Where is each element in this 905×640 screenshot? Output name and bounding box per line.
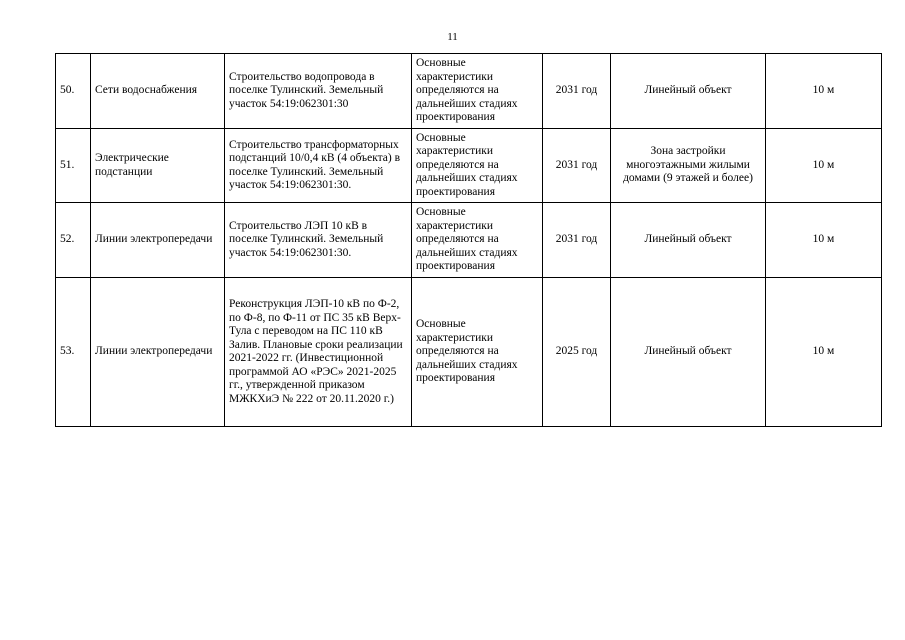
object-characteristics: Основные характеристики определяются на дальнейших стадиях проектирования — [412, 54, 543, 129]
object-description: Строительство водопровода в поселке Тулинский. Земельный участок 54:19:062301:30 — [225, 54, 412, 129]
object-zone: Линейный объект — [611, 54, 766, 129]
object-description: Строительство ЛЭП 10 кВ в поселке Тулинский. Земельный участок 54:19:062301:30. — [225, 203, 412, 278]
page-number: 11 — [447, 31, 458, 43]
table-row — [56, 54, 882, 129]
object-distance: 10 м — [766, 278, 882, 427]
row-number: 51. — [56, 129, 91, 203]
table-row — [56, 278, 882, 427]
object-name: Линии электропередачи — [91, 203, 225, 278]
row-number: 52. — [56, 203, 91, 278]
object-characteristics: Основные характеристики определяются на дальнейших стадиях проектирования — [412, 129, 543, 203]
object-name: Линии электропередачи — [91, 278, 225, 427]
table-row — [56, 203, 882, 278]
object-distance: 10 м — [766, 54, 882, 129]
object-distance: 10 м — [766, 129, 882, 203]
object-year: 2031 год — [543, 54, 611, 129]
object-year: 2025 год — [543, 278, 611, 427]
object-characteristics: Основные характеристики определяются на дальнейших стадиях проектирования — [412, 203, 543, 278]
object-name: Электрические подстанции — [91, 129, 225, 203]
object-distance: 10 м — [766, 203, 882, 278]
objects-table — [55, 53, 882, 427]
object-description: Реконструкция ЛЭП-10 кВ по Ф-2, по Ф-8, по Ф-11 от ПС 35 кВ Верх-Тула с переводом на ПС 110 кВ Залив. Плановые сроки реализации 2021-2022 гг. (Инвестиционной программой АО «РЭС» 2021-2025 гг., утвержденной приказом МЖКХиЭ № 222 от 20.11.2020 г.) — [225, 278, 412, 427]
object-zone: Линейный объект — [611, 278, 766, 427]
row-number: 53. — [56, 278, 91, 427]
object-zone: Линейный объект — [611, 203, 766, 278]
row-number: 50. — [56, 54, 91, 129]
table-row — [56, 129, 882, 203]
object-year: 2031 год — [543, 203, 611, 278]
object-name: Сети водоснабжения — [91, 54, 225, 129]
object-zone: Зона застройки многоэтажными жилыми домами (9 этажей и более) — [611, 129, 766, 203]
object-description: Строительство трансформаторных подстанций 10/0,4 кВ (4 объекта) в поселке Тулинский. Земельный участок 54:19:062301:30. — [225, 129, 412, 203]
object-characteristics: Основные характеристики определяются на дальнейших стадиях проектирования — [412, 278, 543, 427]
object-year: 2031 год — [543, 129, 611, 203]
